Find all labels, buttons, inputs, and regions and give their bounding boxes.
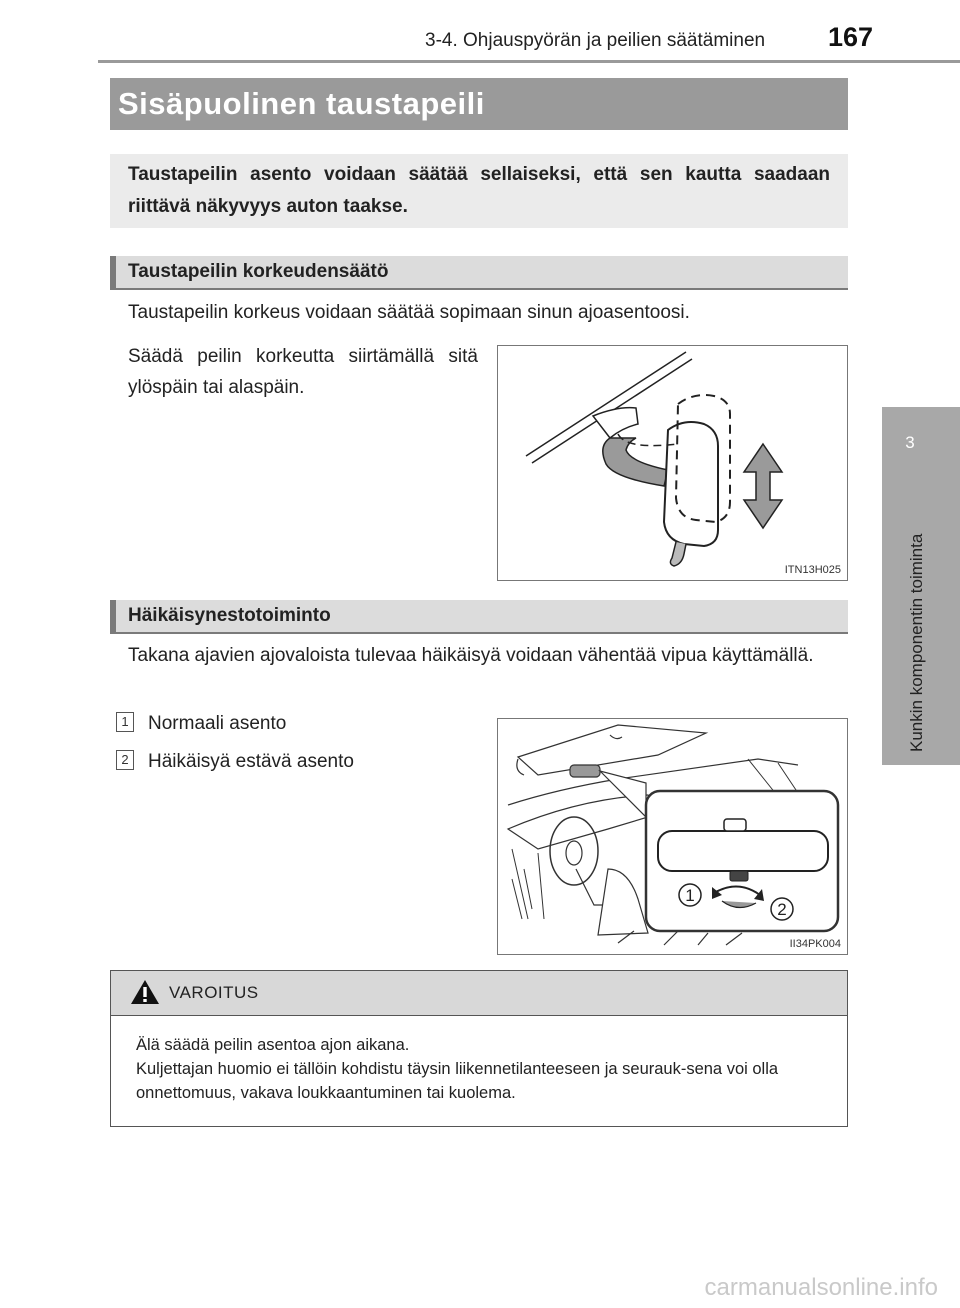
page-number: 167	[828, 22, 874, 52]
legend-item	[116, 747, 354, 777]
chapter-side-label: Kunkin komponentin toiminta	[907, 533, 926, 752]
anti-glare-figure	[497, 718, 848, 955]
mirror-height-figure	[497, 345, 848, 581]
legend-number: 2	[116, 750, 134, 770]
subheading-anti-glare: Häikäisynestotoiminto	[110, 600, 848, 634]
height-adjust-text-2: Säädä peilin korkeutta siirtämällä sitä ylöspäin tai alaspäin.	[128, 346, 478, 398]
figure-code: II34PK004	[789, 938, 841, 950]
figure-code: ITN13H025	[784, 564, 841, 576]
height-adjust-text-1: Taustapeilin korkeus voidaan säätää sopimaan sinun ajoasentoosi.	[128, 302, 690, 323]
mirror-height-illustration	[498, 346, 847, 580]
warning-box	[110, 970, 848, 1127]
legend-number: 1	[116, 712, 134, 732]
warning-line-1: Älä säädä peilin asentoa ajon aikana.	[136, 1036, 410, 1054]
subheading-height-adjust: Taustapeilin korkeudensäätö	[110, 256, 848, 290]
section-title: Sisäpuolinen taustapeili	[110, 78, 848, 130]
callout-number-2: 2	[777, 900, 787, 919]
legend-label: Häikäisyä estävä asento	[148, 751, 354, 772]
watermark: carmanualsonline.info	[704, 1274, 938, 1301]
warning-triangle-icon	[130, 979, 160, 1005]
intro-box	[110, 154, 848, 228]
warning-body	[111, 1016, 847, 1105]
running-header-title: 3-4. Ohjauspyörän ja peilien säätäminen	[425, 30, 766, 51]
anti-glare-text: Takana ajavien ajovaloista tulevaa häikäisyä voidaan vähentää vipua käyttämällä.	[128, 645, 814, 666]
warning-title: VAROITUS	[169, 983, 259, 1002]
header-rule	[98, 60, 960, 63]
legend-label: Normaali asento	[148, 713, 287, 734]
callout-number-1: 1	[685, 886, 695, 905]
intro-text: Taustapeilin asento voidaan säätää sellaiseksi, että sen kautta saadaan riittävä näkyvyys auton taakse.	[128, 164, 830, 217]
chapter-number: 3	[905, 433, 915, 452]
warning-header	[111, 971, 847, 1016]
legend-item	[116, 709, 286, 739]
warning-line-2: Kuljettajan huomio ei tällöin kohdistu täysin liikennetilanteeseen ja seurauk-sena voi olla onnettomuus, vakava loukkaantuminen tai kuolema.	[136, 1060, 779, 1102]
car-interior-illustration	[498, 719, 847, 954]
